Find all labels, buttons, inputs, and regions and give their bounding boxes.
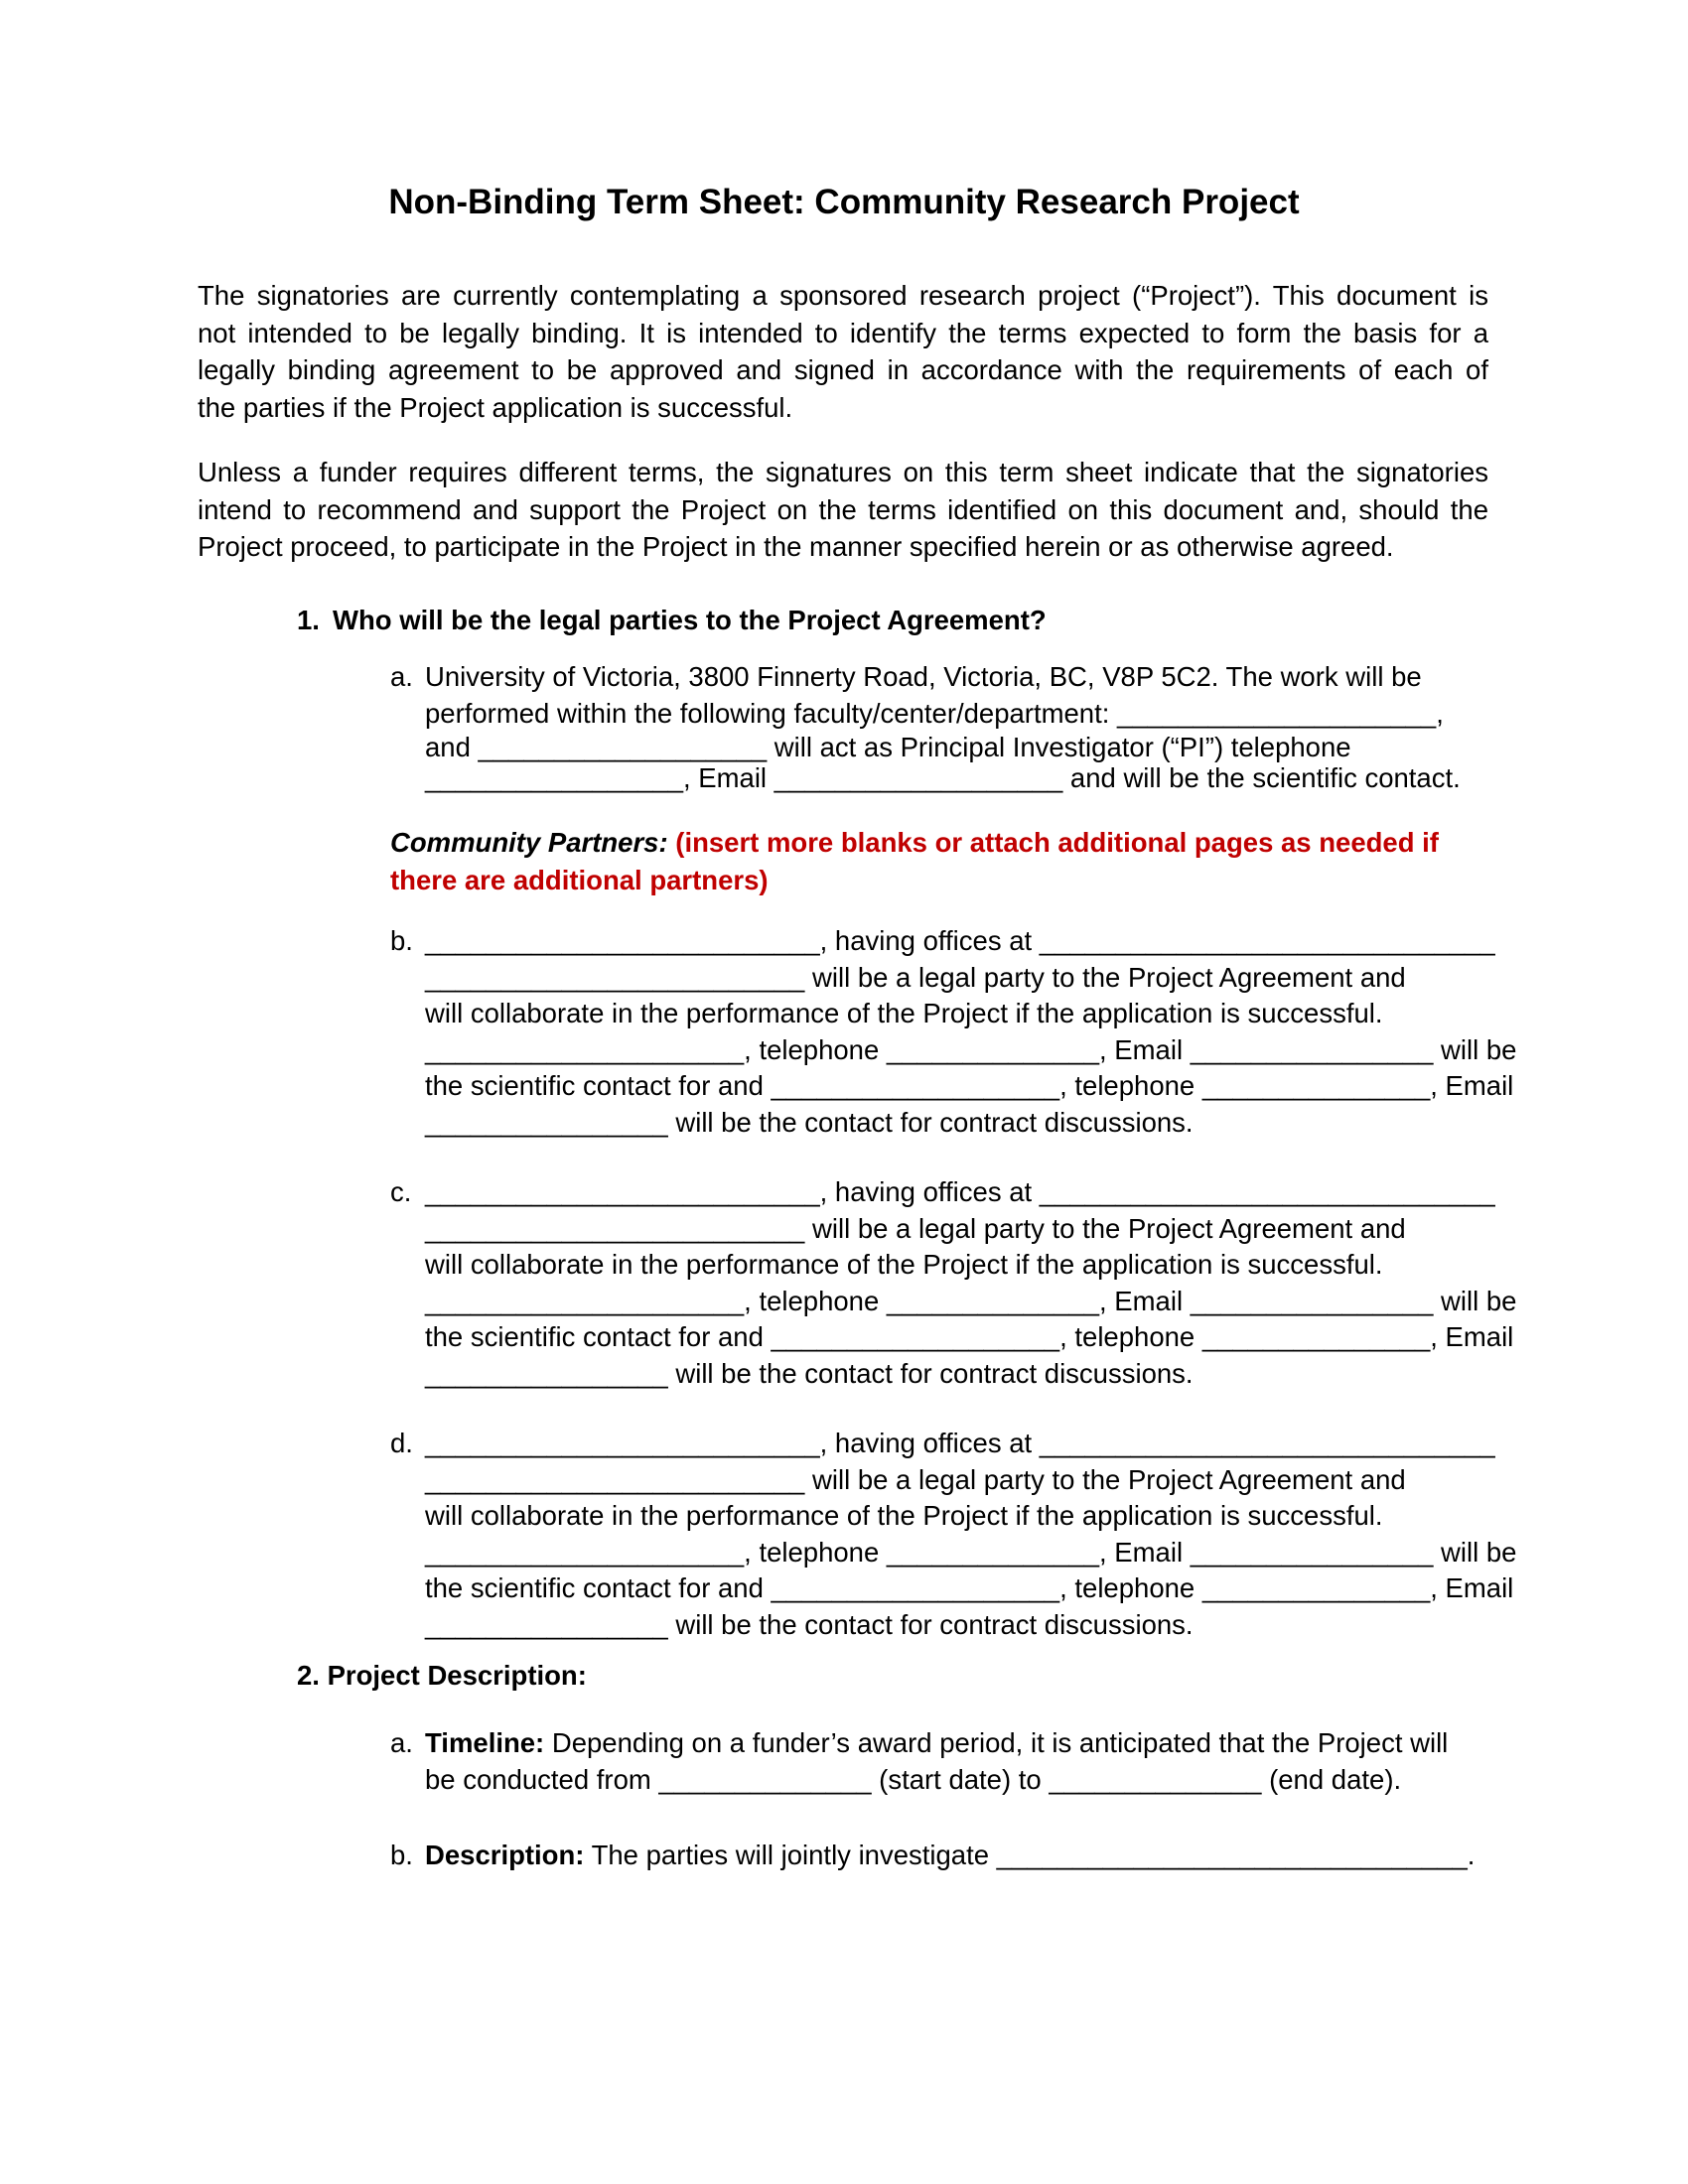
item-line: ________________ will be the contact for contract discussions.	[425, 1608, 1194, 1640]
paragraph-line: The signatories are currently contemplating a sponsored research project (“Project”). This document is	[198, 280, 1488, 311]
paragraph-line: Project proceed, to participate in the Project in the manner specified herein or as otherwise agreed.	[198, 531, 1394, 562]
item-line: ________________ will be the contact for contract discussions.	[425, 1357, 1194, 1389]
list-marker: a.	[390, 1727, 413, 1758]
list-marker: b.	[390, 925, 413, 956]
item-line: will collaborate in the performance of the Project if the application is successful.	[425, 1249, 1383, 1280]
item-line: be conducted from ______________ (start date) to ______________ (end date).	[425, 1763, 1402, 1795]
item-line: _____________________, telephone ______________, Email ________________ will be	[425, 1033, 1517, 1065]
document-title: Non-Binding Term Sheet: Community Research Project	[388, 183, 1300, 221]
paragraph-line: the parties if the Project application is successful.	[198, 391, 793, 423]
list-marker: b.	[390, 1840, 413, 1870]
item-line: the scientific contact for and ___________________, telephone _______________, Email	[425, 1070, 1514, 1101]
section-2-heading: 2. Project Description:	[297, 1660, 587, 1691]
item-line: _________________________ will be a legal party to the Project Agreement and	[425, 961, 1406, 993]
item-line: the scientific contact for and ___________________, telephone _______________, Email	[425, 1572, 1514, 1603]
section-heading-text: Who will be the legal parties to the Project Agreement?	[333, 605, 1047, 635]
paragraph-line: legally binding agreement to be approved and signed in accordance with the requirements of each of	[198, 354, 1488, 385]
section-1-heading	[297, 602, 1047, 638]
item-line: will collaborate in the performance of the Project if the application is successful.	[425, 998, 1383, 1028]
section-number: 1.	[297, 605, 320, 635]
community-partners-label: Community Partners:	[390, 827, 668, 858]
community-partners-note: there are additional partners)	[390, 865, 769, 895]
timeline-label: Timeline:	[425, 1727, 545, 1758]
item-line: performed within the following faculty/center/department: _____________________,	[425, 697, 1444, 729]
item-line: will collaborate in the performance of the Project if the application is successful.	[425, 1500, 1383, 1531]
project-description-item	[390, 1838, 1488, 1874]
community-partners-note: (insert more blanks or attach additional pages as needed if	[675, 827, 1439, 858]
paragraph-line: Unless a funder requires different terms, the signatures on this term sheet indicate that the signatories	[198, 457, 1488, 487]
item-line: __________________________, having offices at ______________________________	[425, 1176, 1495, 1207]
item-line: _____________________, telephone ______________, Email ________________ will be	[425, 1536, 1517, 1568]
project-timeline-item	[390, 1725, 1488, 1798]
timeline-text: Depending on a funder’s award period, it is anticipated that the Project will	[544, 1727, 1449, 1758]
intro-paragraph-1	[198, 277, 1488, 426]
list-item-b	[390, 923, 1517, 1141]
list-item-c	[390, 1174, 1517, 1392]
item-line: University of Victoria, 3800 Finnerty Road, Victoria, BC, V8P 5C2. The work will be	[425, 661, 1422, 692]
list-marker: d.	[390, 1428, 413, 1458]
list-marker: c.	[390, 1176, 412, 1207]
list-marker: a.	[390, 661, 413, 692]
item-line: _____________________, telephone ______________, Email ________________ will be	[425, 1285, 1517, 1316]
item-line: _________________________ will be a legal party to the Project Agreement and	[425, 1212, 1406, 1244]
item-line: _________________, Email ___________________ and will be the scientific contact.	[425, 762, 1461, 793]
list-item-a	[390, 659, 1488, 793]
paragraph-line: intend to recommend and support the Project on the terms identified on this document and, should the	[198, 493, 1488, 525]
item-line: ________________ will be the contact for contract discussions.	[425, 1106, 1194, 1138]
item-line: __________________________, having offices at ______________________________	[425, 925, 1495, 956]
item-line: and ___________________ will act as Principal Investigator (“PI”) telephone	[425, 732, 1351, 762]
item-line: __________________________, having offices at ______________________________	[425, 1428, 1495, 1458]
description-label: Description:	[425, 1840, 585, 1870]
description-text: The parties will jointly investigate _______________________________.	[584, 1840, 1476, 1870]
item-line	[425, 1725, 1488, 1762]
community-partners-heading	[390, 824, 1488, 899]
item-line: _________________________ will be a legal party to the Project Agreement and	[425, 1463, 1406, 1495]
list-item-d	[390, 1426, 1517, 1643]
intro-paragraph-2	[198, 454, 1488, 566]
paragraph-line: not intended to be legally binding. It is intended to identify the terms expected to form the basis for a	[198, 317, 1488, 348]
item-line: the scientific contact for and ___________________, telephone _______________, Email	[425, 1321, 1514, 1352]
item-line	[425, 1838, 1488, 1874]
